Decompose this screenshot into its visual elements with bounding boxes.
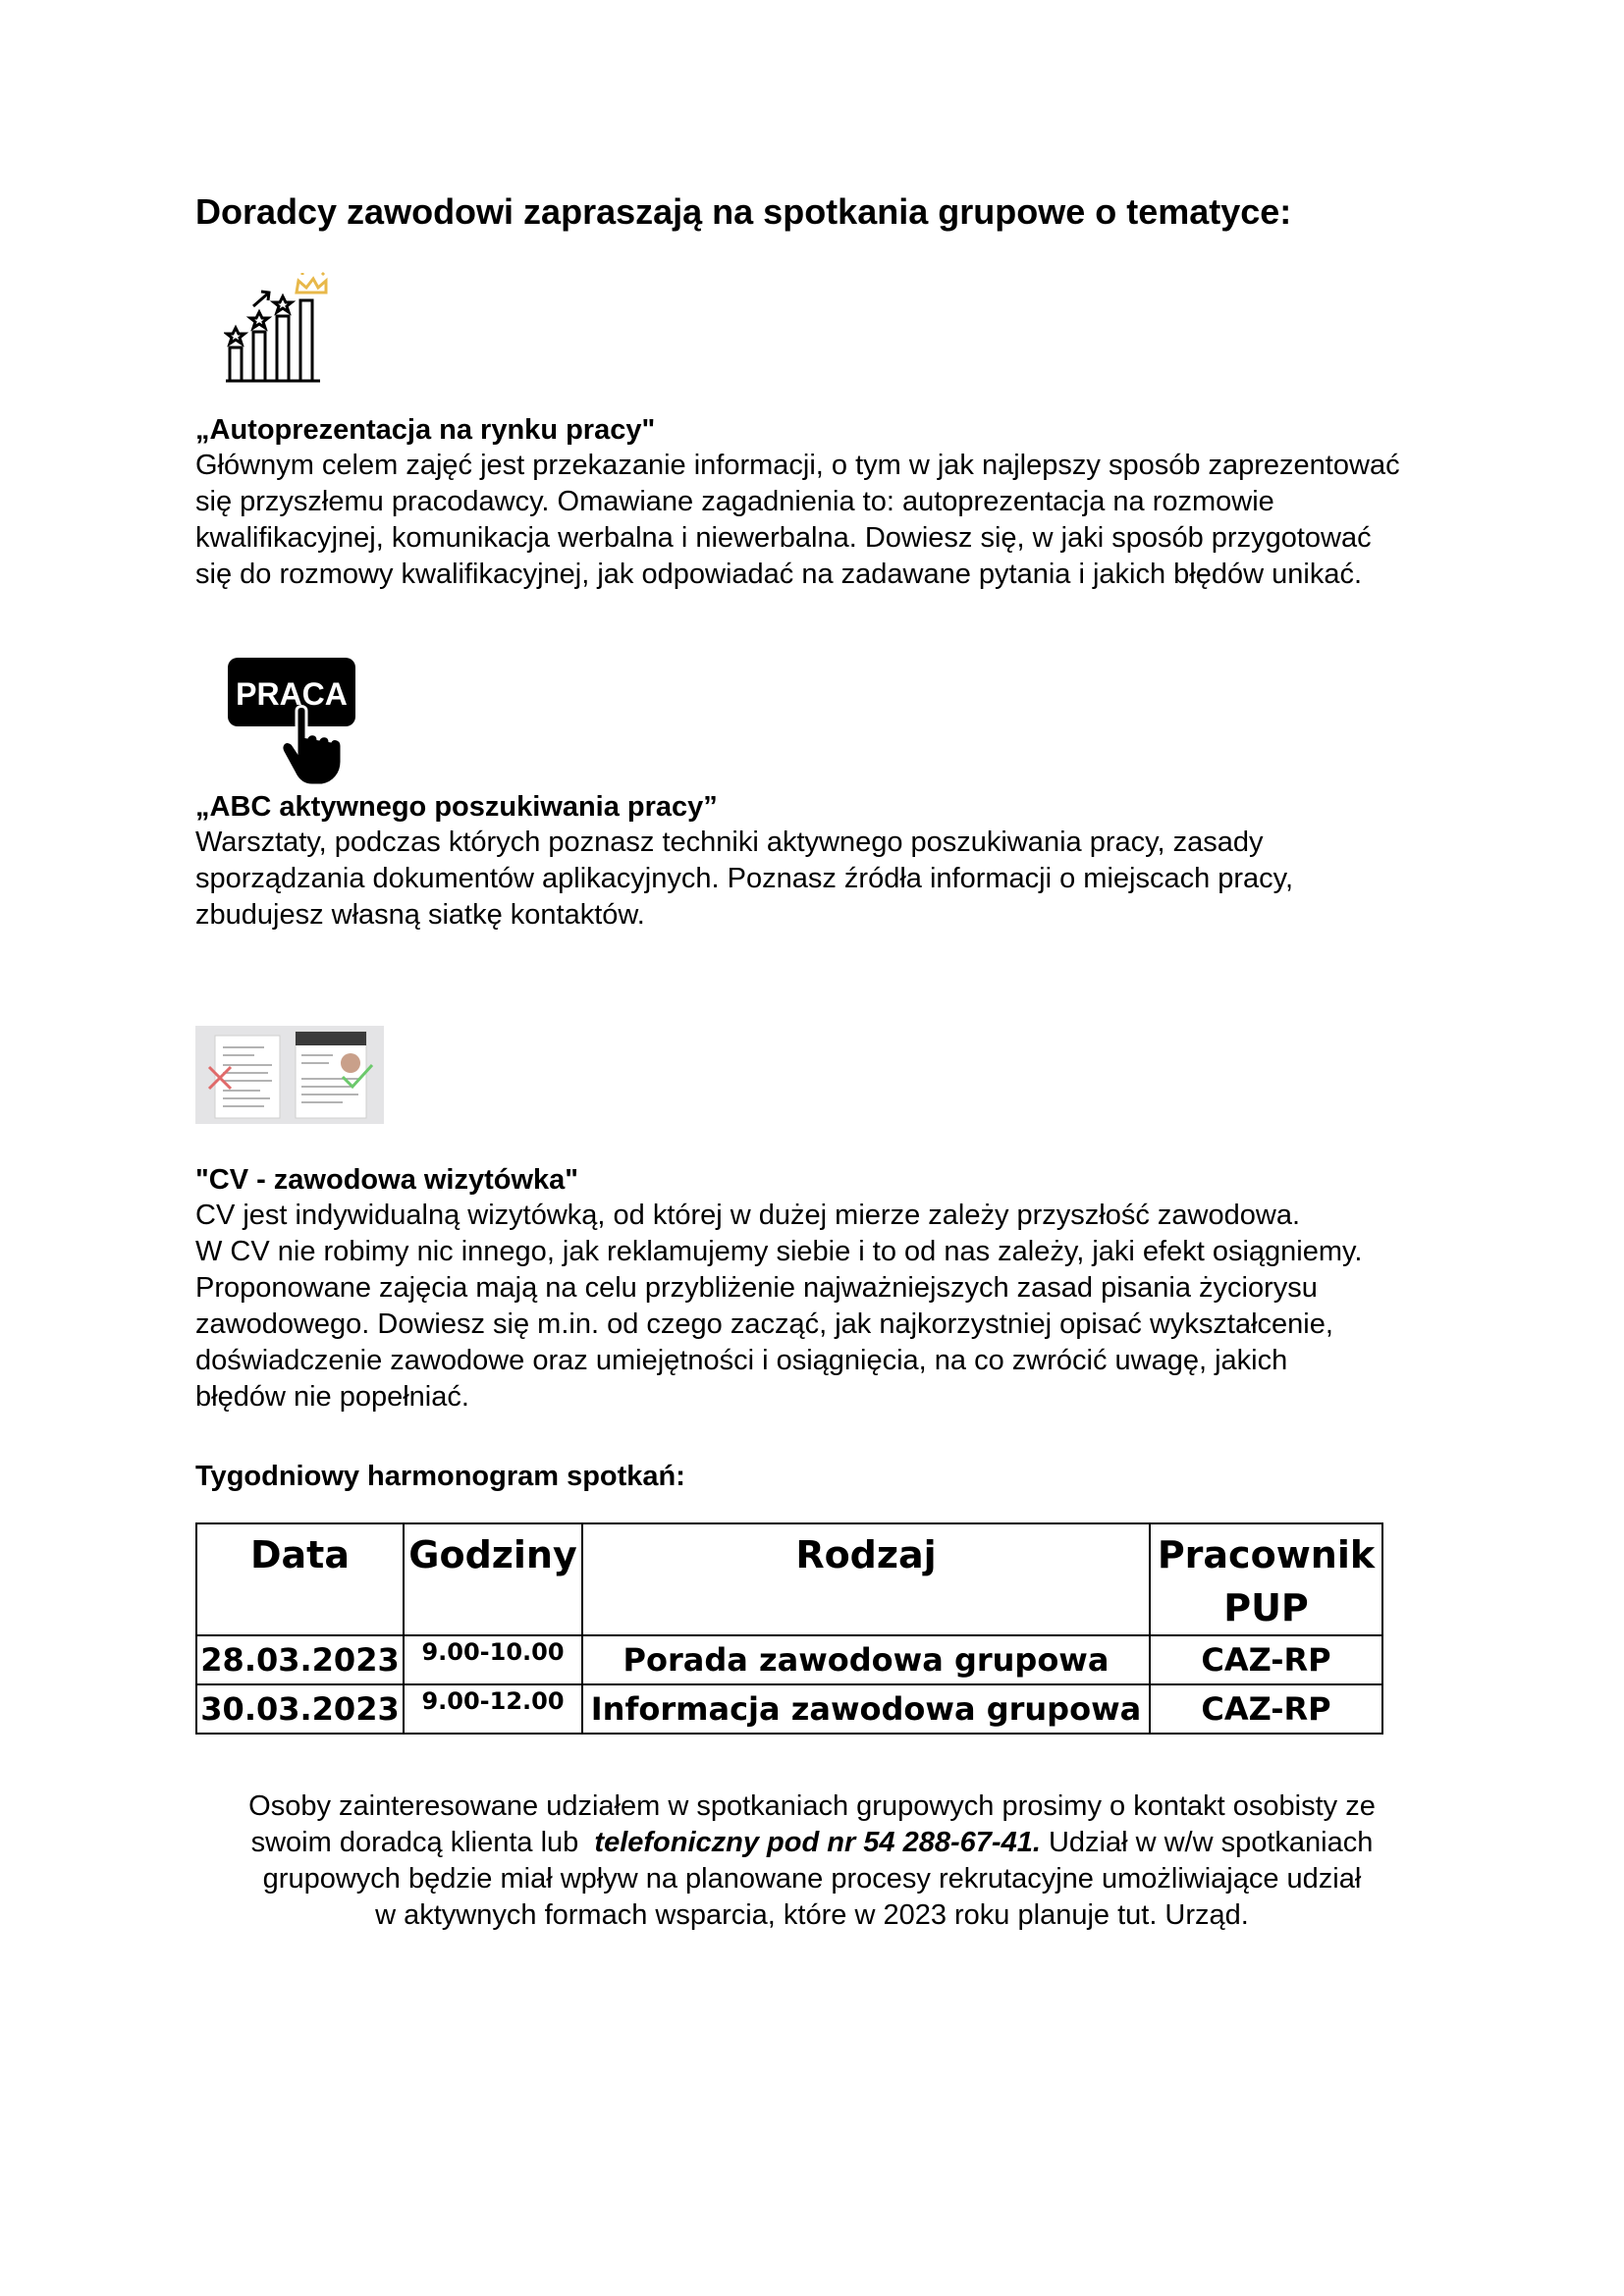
text-line: zawodowego. Dowiesz się m.in. od czego zacząć, jak najkorzystniej opisać wykształcenie,	[195, 1308, 1333, 1340]
contact-note	[195, 1789, 1429, 1934]
header-pracownik: Pracownik PUP	[1150, 1523, 1382, 1635]
schedule-table	[195, 1522, 1383, 1735]
text-line: CV jest indywidualną wizytówką, od której w dużej mierze zależy przyszłość zawodowa.	[195, 1200, 1301, 1231]
footer-line: grupowych będzie miał wpływ na planowane procesy rekrutacyjne umożliwiające udział	[262, 1863, 1362, 1895]
text-line: Proponowane zajęcia mają na celu przybliżenie najważniejszych zasad pisania życiorysu	[195, 1272, 1318, 1304]
schedule-title: Tygodniowy harmonogram spotkań:	[195, 1461, 685, 1492]
header-rodzaj: Rodzaj	[582, 1523, 1150, 1635]
cell-date: 28.03.2023	[196, 1635, 404, 1684]
cell-type: Informacja zawodowa grupowa	[582, 1684, 1150, 1734]
cell-staff: CAZ-RP	[1150, 1684, 1382, 1734]
section-text-cv	[195, 1198, 1501, 1415]
praca-label: PRACA	[236, 676, 348, 712]
section-title-cv: "CV - zawodowa wizytówka"	[195, 1164, 579, 1196]
text-line: zbudujesz własną siatkę kontaktów.	[195, 899, 645, 931]
footer-text: Udział w w/w spotkaniach	[1048, 1827, 1374, 1858]
text-line: Głównym celem zajęć jest przekazanie informacji, o tym w jak najlepszy sposób zaprezentować	[195, 450, 1400, 481]
text-line: się do rozmowy kwalifikacyjnej, jak odpowiadać na zadawane pytania i jakich błędów unikać.	[195, 559, 1363, 590]
text-line: się przyszłemu pracodawcy. Omawiane zagadnienia to: autoprezentacja na rozmowie	[195, 486, 1274, 517]
text-line: sporządzania dokumentów aplikacyjnych. Poznasz źródła informacji o miejscach pracy,	[195, 863, 1294, 894]
cell-hours: 9.00-12.00	[404, 1684, 582, 1734]
cell-type: Porada zawodowa grupowa	[582, 1635, 1150, 1684]
footer-line: Osoby zainteresowane udziałem w spotkaniach grupowych prosimy o kontakt osobisty ze	[248, 1790, 1376, 1822]
cv-comparison-image	[195, 1026, 384, 1124]
section-title-autoprezentacja: „Autoprezentacja na rynku pracy"	[195, 414, 656, 446]
footer-line	[195, 1825, 1429, 1861]
praca-button-click-icon	[226, 656, 363, 788]
text-line: W CV nie robimy nic innego, jak reklamujemy siebie i to od nas zależy, jaki efekt osiągniemy.	[195, 1236, 1363, 1267]
text-line: błędów nie popełniać.	[195, 1381, 469, 1413]
cell-hours: 9.00-10.00	[404, 1635, 582, 1684]
cell-staff: CAZ-RP	[1150, 1635, 1382, 1684]
footer-text: swoim doradcą klienta lub	[250, 1827, 579, 1858]
footer-line: w aktywnych formach wsparcia, które w 2023 roku planuje tut. Urząd.	[375, 1899, 1249, 1931]
header-data: Data	[196, 1523, 404, 1635]
header-godziny: Godziny	[404, 1523, 582, 1635]
text-line: Warsztaty, podczas których poznasz techniki aktywnego poszukiwania pracy, zasady	[195, 827, 1264, 858]
table-row	[196, 1635, 1382, 1684]
table-header-row	[196, 1523, 1382, 1635]
text-line: doświadczenie zawodowe oraz umiejętności i osiągnięcia, na co zwrócić uwagę, jakich	[195, 1345, 1288, 1376]
phone-number: telefoniczny pod nr 54 288-67-41.	[594, 1827, 1041, 1858]
career-growth-chart-icon	[224, 271, 332, 384]
section-text-autoprezentacja	[195, 448, 1501, 593]
section-text-abc	[195, 825, 1501, 934]
section-title-abc: „ABC aktywnego poszukiwania pracy”	[195, 791, 718, 823]
page-heading: Doradcy zawodowi zapraszają na spotkania grupowe o tematyce:	[195, 191, 1292, 232]
table-row	[196, 1684, 1382, 1734]
text-line: kwalifikacyjnej, komunikacja werbalna i niewerbalna. Dowiesz się, w jaki sposób przygotować	[195, 522, 1372, 554]
cell-date: 30.03.2023	[196, 1684, 404, 1734]
